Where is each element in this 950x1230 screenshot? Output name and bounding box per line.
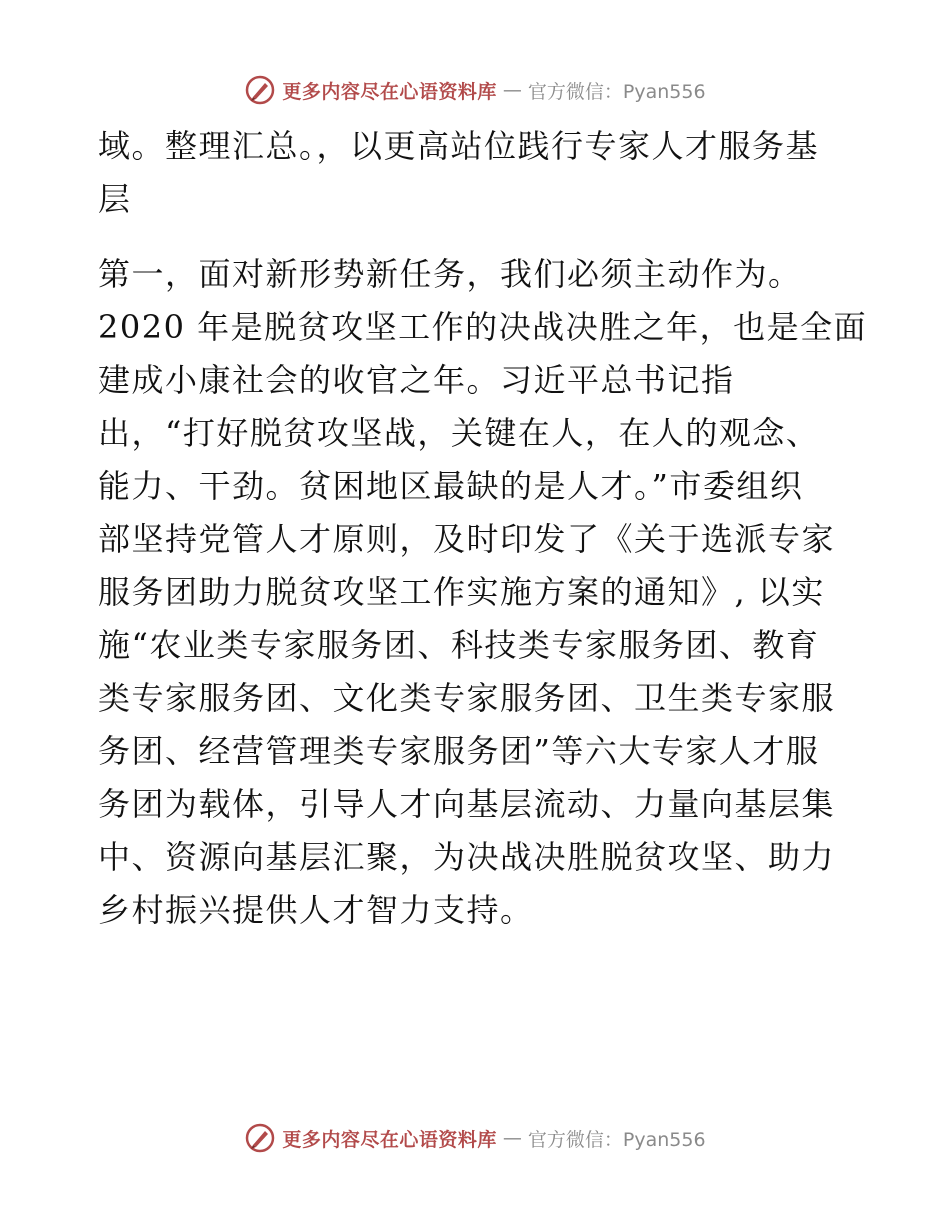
- watermark-contact: 官方微信：Pyan556: [527, 1128, 706, 1151]
- text-line: 第一，面对新形势新任务，我们必须主动作为。: [98, 255, 802, 293]
- watermark-brand: 更多内容尽在心语资料库: [282, 1128, 497, 1151]
- text-line: 出，“打好脱贫攻坚战，关键在人，在人的观念、: [98, 414, 820, 452]
- watermark-brand: 更多内容尽在心语资料库: [282, 80, 497, 103]
- text-line: 务团为载体，引导人才向基层流动、力量向基层集: [98, 785, 836, 823]
- text-line: 乡村振兴提供人才智力支持。: [98, 891, 534, 929]
- text-line: 服务团助力脱贫攻坚工作实施方案的通知》, 以实: [98, 573, 825, 611]
- text-line: 中、资源向基层汇聚，为决战决胜脱贫攻坚、助力: [98, 838, 836, 876]
- watermark-separator: —: [502, 1127, 522, 1149]
- document-body: [98, 120, 868, 937]
- footer-watermark: [0, 1118, 950, 1158]
- text-line: 务团、经营管理类专家服务团”等六大专家人才服: [98, 732, 820, 770]
- paragraph-gap: [98, 226, 858, 248]
- text-line: 层: [98, 180, 132, 218]
- watermark-contact: 官方微信：Pyan556: [527, 80, 706, 103]
- text-line: 能力、干劲。贫困地区最缺的是人才。”市委组织: [98, 467, 804, 505]
- text-line: 域。整理汇总。，以更高站位践行专家人才服务基: [98, 127, 820, 165]
- watermark-separator: —: [502, 79, 522, 101]
- pen-logo-icon: [244, 74, 276, 106]
- text-line: 2020 年是脱贫攻坚工作的决战决胜之年，也是全面: [98, 308, 868, 346]
- text-line: 部坚持党管人才原则，及时印发了《关于选派专家: [98, 520, 836, 558]
- pen-logo-icon: [244, 1122, 276, 1154]
- paragraph-1: [98, 120, 858, 226]
- text-line: 建成小康社会的收官之年。习近平总书记指: [98, 361, 735, 399]
- header-watermark: [0, 70, 950, 110]
- paragraph-2: [98, 248, 868, 937]
- text-line: 类专家服务团、文化类专家服务团、卫生类专家服: [98, 679, 836, 717]
- text-line: 施“农业类专家服务团、科技类专家服务团、教育: [98, 626, 820, 664]
